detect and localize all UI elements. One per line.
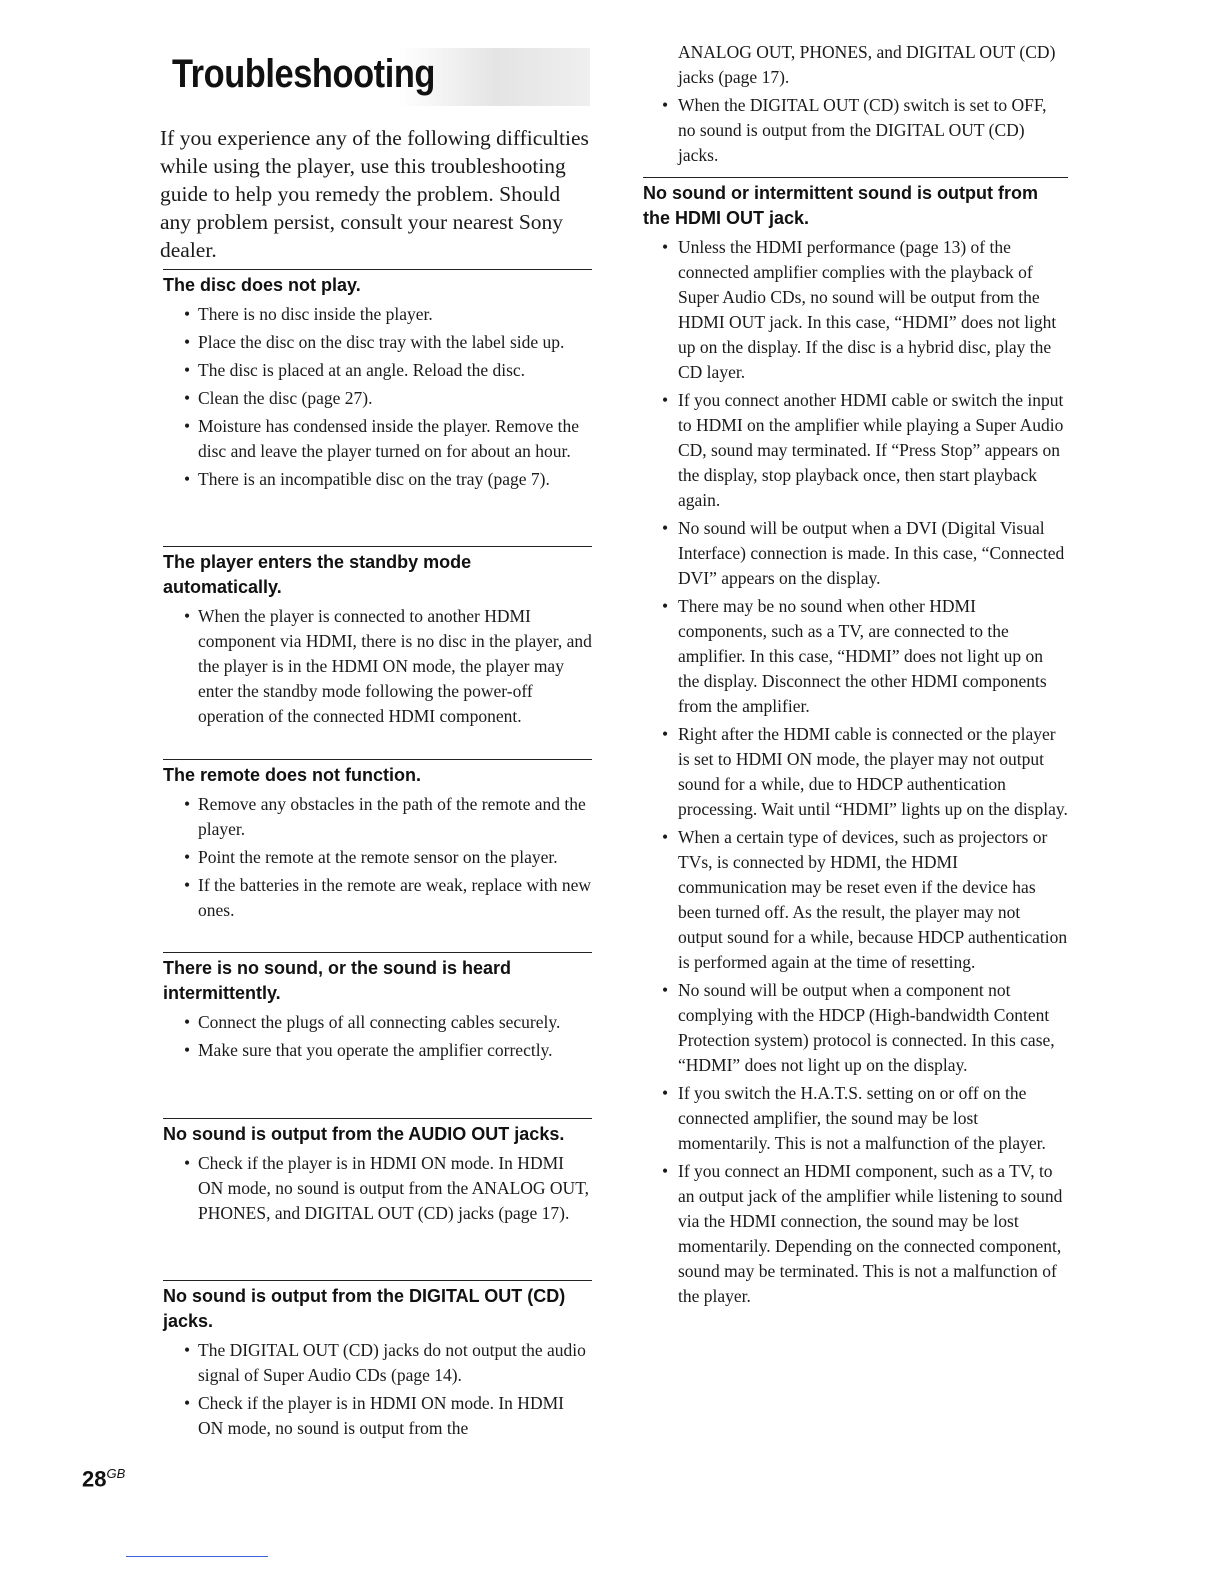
section-no-sound bbox=[160, 952, 592, 1066]
bullet-list bbox=[640, 93, 1068, 168]
digital-out-continued bbox=[640, 40, 1068, 171]
section-hdmi-out bbox=[640, 177, 1068, 1312]
section-rule bbox=[163, 546, 592, 547]
list-item: ANALOG OUT, PHONES, and DIGITAL OUT (CD) jacks (page 17). bbox=[678, 42, 1056, 87]
section-heading: No sound or intermittent sound is output from the HDMI OUT jack. bbox=[643, 183, 1038, 228]
list-item: • There is no disc inside the player. bbox=[160, 302, 592, 327]
section-disc-not-play bbox=[160, 269, 592, 495]
list-item: • The DIGITAL OUT (CD) jacks do not output the audio signal of Super Audio CDs (page 14). bbox=[160, 1338, 592, 1388]
footer-rule bbox=[126, 1556, 268, 1557]
bullet-list bbox=[160, 302, 592, 492]
list-item: • If you connect an HDMI component, such as a TV, to an output jack of the amplifier while listening to sound via the HDMI connection, the sound may be lost momentarily. Depending on the connected component, sound may be terminated. This is not a malfunction of the player. bbox=[640, 1159, 1068, 1309]
list-item: • Point the remote at the remote sensor on the player. bbox=[160, 845, 592, 870]
section-remote bbox=[160, 759, 592, 926]
section-rule bbox=[163, 269, 592, 270]
page-suffix: GB bbox=[106, 1466, 126, 1481]
list-item: • If you connect another HDMI cable or switch the input to HDMI on the amplifier while playing a Super Audio CD, sound may terminated. If “Press Stop” appears on the display, stop playback once, then start playback again. bbox=[640, 388, 1068, 513]
list-item: • When a certain type of devices, such as projectors or TVs, is connected by HDMI, the HDMI communication may be reset even if the device has been turned off. As the result, the player may not output sound for a while, because HDCP authentication is performed again at the time of resetting. bbox=[640, 825, 1068, 975]
section-rule bbox=[163, 759, 592, 760]
section-standby-mode bbox=[160, 546, 592, 732]
list-item: • Place the disc on the disc tray with the label side up. bbox=[160, 330, 592, 355]
section-heading: There is no sound, or the sound is heard intermittently. bbox=[163, 958, 512, 1003]
section-rule bbox=[163, 952, 592, 953]
section-heading: The player enters the standby mode automatically. bbox=[163, 552, 472, 597]
section-heading: The remote does not function. bbox=[163, 765, 422, 785]
page-title: Troubleshooting bbox=[172, 52, 435, 96]
bullet-list bbox=[160, 1010, 592, 1063]
bullet-list bbox=[160, 1338, 592, 1441]
bullet-list bbox=[160, 1151, 592, 1226]
section-heading: The disc does not play. bbox=[163, 275, 361, 295]
section-audio-out bbox=[160, 1118, 592, 1229]
list-item: • Make sure that you operate the amplifier correctly. bbox=[160, 1038, 592, 1063]
section-digital-out bbox=[160, 1280, 592, 1444]
list-item: • Check if the player is in HDMI ON mode. In HDMI ON mode, no sound is output from the ANALOG OUT, PHONES, and DIGITAL OUT (CD) jacks (page 17). bbox=[160, 1151, 592, 1226]
list-item: • When the player is connected to another HDMI component via HDMI, there is no disc in the player, and the player is in the HDMI ON mode, the player may enter the standby mode following the power-off operation of the connected HDMI component. bbox=[160, 604, 592, 729]
list-item: • Unless the HDMI performance (page 13) of the connected amplifier complies with the playback of Super Audio CDs, no sound will be output from the HDMI OUT jack. In this case, “HDMI” does not light up on the display. If the disc is a hybrid disc, play the CD layer. bbox=[640, 235, 1068, 385]
list-item: • The disc is placed at an angle. Reload the disc. bbox=[160, 358, 592, 383]
list-item: • Moisture has condensed inside the player. Remove the disc and leave the player turned on for about an hour. bbox=[160, 414, 592, 464]
list-item: • No sound will be output when a DVI (Digital Visual Interface) connection is made. In this case, “Connected DVI” appears on the display. bbox=[640, 516, 1068, 591]
list-item: • Clean the disc (page 27). bbox=[160, 386, 592, 411]
list-item: • There may be no sound when other HDMI components, such as a TV, are connected to the amplifier. In this case, “HDMI” does not light up on the display. Disconnect the other HDMI components from the amplifier. bbox=[640, 594, 1068, 719]
list-item: • Right after the HDMI cable is connected or the player is set to HDMI ON mode, the player may not output sound for a while, due to HDCP authentication processing. Wait until “HDMI” lights up on the display. bbox=[640, 722, 1068, 822]
page-number-value: 28 bbox=[82, 1466, 107, 1492]
list-item: • If the batteries in the remote are weak, replace with new ones. bbox=[160, 873, 592, 923]
list-item: • Connect the plugs of all connecting cables securely. bbox=[160, 1010, 592, 1035]
section-heading: No sound is output from the DIGITAL OUT (CD) jacks. bbox=[163, 1286, 566, 1331]
bullet-list bbox=[160, 604, 592, 729]
continued-text bbox=[640, 40, 1068, 90]
section-rule bbox=[643, 177, 1068, 178]
list-item: • Remove any obstacles in the path of the remote and the player. bbox=[160, 792, 592, 842]
list-item: • No sound will be output when a component not complying with the HDCP (High-bandwidth Content Protection system) protocol is connected. In this case, “HDMI” does not light up on the display. bbox=[640, 978, 1068, 1078]
section-rule bbox=[163, 1280, 592, 1281]
list-item: • When the DIGITAL OUT (CD) switch is set to OFF, no sound is output from the DIGITAL OUT (CD) jacks. bbox=[640, 93, 1068, 168]
list-item: • If you switch the H.A.T.S. setting on or off on the connected amplifier, the sound may be lost momentarily. This is not a malfunction of the player. bbox=[640, 1081, 1068, 1156]
page-number bbox=[82, 1466, 125, 1492]
list-item: • There is an incompatible disc on the tray (page 7). bbox=[160, 467, 592, 492]
bullet-list bbox=[640, 235, 1068, 1309]
section-rule bbox=[163, 1118, 592, 1119]
bullet-list bbox=[160, 792, 592, 923]
list-item: • Check if the player is in HDMI ON mode. In HDMI ON mode, no sound is output from the bbox=[160, 1391, 592, 1441]
intro-paragraph: If you experience any of the following difficulties while using the player, use this troubleshooting guide to help you remedy the problem. Should any problem persist, consult your nearest Sony dealer. bbox=[160, 126, 589, 262]
section-heading: No sound is output from the AUDIO OUT jacks. bbox=[163, 1124, 565, 1144]
